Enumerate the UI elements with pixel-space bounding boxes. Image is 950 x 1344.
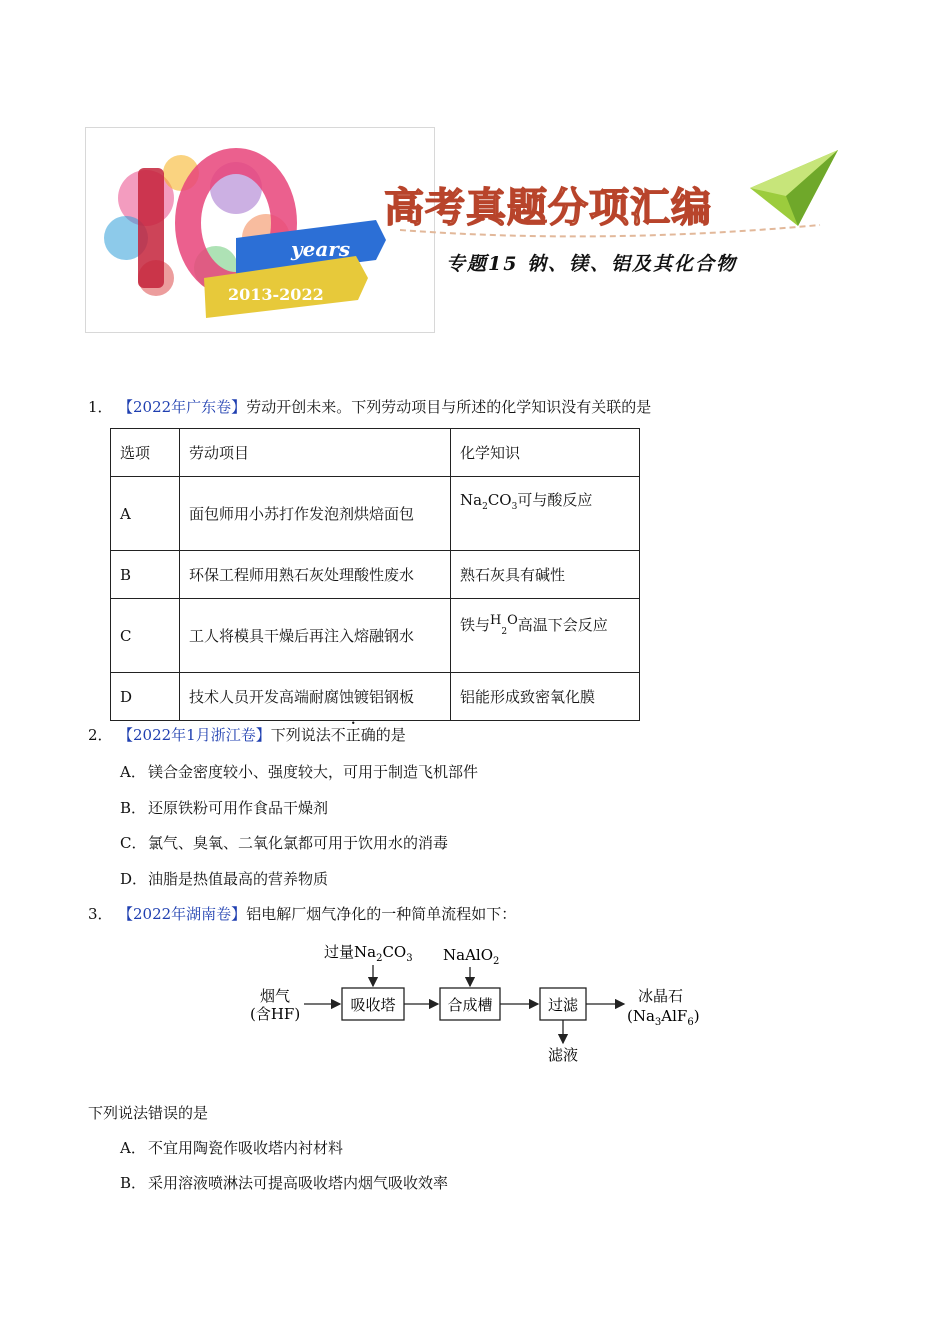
table-cell-project: 面包师用小苏打作发泡剂烘焙面包	[180, 477, 451, 551]
table-row	[111, 551, 640, 599]
table-row	[111, 599, 640, 673]
question-2-stem	[88, 725, 406, 745]
option-a	[120, 762, 478, 782]
question-1-stem	[88, 397, 651, 417]
formula-part: CO	[487, 491, 512, 509]
formula-part: )	[693, 1007, 700, 1025]
knowledge-text: 可与酸反应	[517, 491, 593, 509]
option-letter: B．	[120, 1174, 147, 1192]
table-cell-project: 环保工程师用熟石灰处理酸性废水	[180, 551, 451, 599]
option-letter: A．	[120, 1139, 146, 1157]
formula-part: NaAlO	[443, 946, 493, 964]
option-text: 油脂是热值最高的营养物质	[148, 870, 329, 888]
table-row	[111, 477, 640, 551]
question-source: 【2022年湖南卷】	[118, 905, 247, 923]
option-letter: A．	[120, 763, 146, 781]
process-flow-diagram	[240, 935, 720, 1070]
question-number: 1．	[88, 398, 113, 416]
table-row	[111, 673, 640, 721]
formula-subscript: 3	[406, 953, 413, 964]
flow-reagent-2	[443, 946, 499, 967]
option-text: 还原铁粉可用作食品干燥剂	[148, 799, 329, 817]
formula-subscript: 2	[482, 502, 488, 512]
formula-subscript: 2	[501, 627, 508, 637]
option-letter: C．	[120, 834, 147, 852]
years-range-text: 2013-2022	[228, 285, 324, 304]
option-text: 采用溶液喷淋法可提高吸收塔内烟气吸收效率	[148, 1174, 449, 1192]
table-cell-knowledge	[451, 477, 640, 551]
question-number: 3．	[88, 905, 113, 923]
formula-part: CO	[382, 943, 407, 961]
table-header-cell: 劳动项目	[180, 429, 451, 477]
table-cell-knowledge: 铝能形成致密氧化膜	[451, 673, 640, 721]
option-text: 氯气、臭氧、二氧化氯都可用于饮用水的消毒	[148, 834, 449, 852]
formula-subscript: 6	[687, 1017, 694, 1028]
banner-logo-panel	[85, 127, 435, 333]
table-cell-project: 工人将模具干燥后再注入熔融钢水	[180, 599, 451, 673]
option-text: 不宜用陶瓷作吸收塔内衬材料	[148, 1139, 344, 1157]
option-c	[120, 833, 448, 853]
option-letter: B．	[120, 799, 147, 817]
flow-input-note: (含HF)	[250, 1005, 301, 1023]
flow-reagent-1	[324, 943, 413, 964]
option-b	[120, 798, 328, 818]
question-number: 2．	[88, 726, 113, 744]
table-cell-project: 技术人员开发高端耐腐蚀镀铝钢板	[180, 673, 451, 721]
formula-part: Na	[460, 491, 483, 509]
table-header-row	[111, 429, 640, 477]
formula-part: O	[507, 613, 518, 628]
banner-subtitle: 专题15 钠、镁、铝及其化合物	[446, 253, 738, 275]
formula-subscript: 2	[493, 956, 500, 967]
question-source: 【2022年广东卷】	[118, 398, 247, 416]
table-cell-option: A	[111, 477, 180, 551]
formula-subscript: 3	[511, 502, 518, 512]
question-text: 铝电解厂烟气净化的一种简单流程如下：	[246, 905, 517, 923]
emphasized-text: 不正确	[330, 726, 376, 744]
option-b	[120, 1173, 448, 1193]
flow-input-label: 烟气	[260, 987, 291, 1005]
flow-waste-label: 滤液	[547, 1046, 579, 1064]
formula-subscript: 3	[654, 1017, 662, 1028]
ten-years-logo	[86, 128, 434, 332]
banner-title: 高考真题分项汇编	[384, 184, 712, 231]
table-cell-option: B	[111, 551, 180, 599]
question-text: 劳动开创未来。下列劳动项目与所述的化学知识没有关联的是	[246, 398, 652, 416]
flow-product-formula	[627, 1007, 700, 1028]
question-text: 的是	[375, 726, 406, 744]
flow-box-label: 过滤	[547, 996, 579, 1014]
question-text: 下列说法	[270, 726, 331, 744]
formula-part: AlF	[661, 1007, 688, 1025]
option-letter: D．	[120, 870, 148, 888]
option-d	[120, 869, 328, 889]
table-cell-knowledge	[451, 599, 640, 673]
knowledge-text: 铁与	[460, 616, 491, 634]
table-cell-option: C	[111, 599, 180, 673]
table-cell-knowledge: 熟石灰具有碱性	[451, 551, 640, 599]
formula-part: (Na	[627, 1007, 655, 1025]
table-header-cell: 化学知识	[451, 429, 640, 477]
option-a	[120, 1138, 343, 1158]
flow-product-label: 冰晶石	[638, 987, 684, 1005]
table-cell-option: D	[111, 673, 180, 721]
question-source: 【2022年1月浙江卷】	[118, 726, 271, 744]
question-3-stem	[88, 904, 516, 924]
option-text: 镁合金密度较小、强度较大，可用于制造飞机部件	[148, 763, 479, 781]
flow-box-label: 合成槽	[447, 996, 493, 1014]
table-header-cell: 选项	[111, 429, 180, 477]
paper-plane-icon	[748, 148, 840, 228]
formula-part: H	[490, 613, 502, 628]
knowledge-text: 高温下会反应	[517, 616, 608, 634]
question-3-followup: 下列说法错误的是	[88, 1104, 209, 1122]
formula-part: 过量Na	[324, 943, 377, 961]
flow-box-label: 吸收塔	[350, 996, 396, 1014]
formula-subscript: 2	[376, 953, 383, 964]
question-1-table	[110, 428, 640, 721]
years-text: years	[291, 237, 351, 261]
